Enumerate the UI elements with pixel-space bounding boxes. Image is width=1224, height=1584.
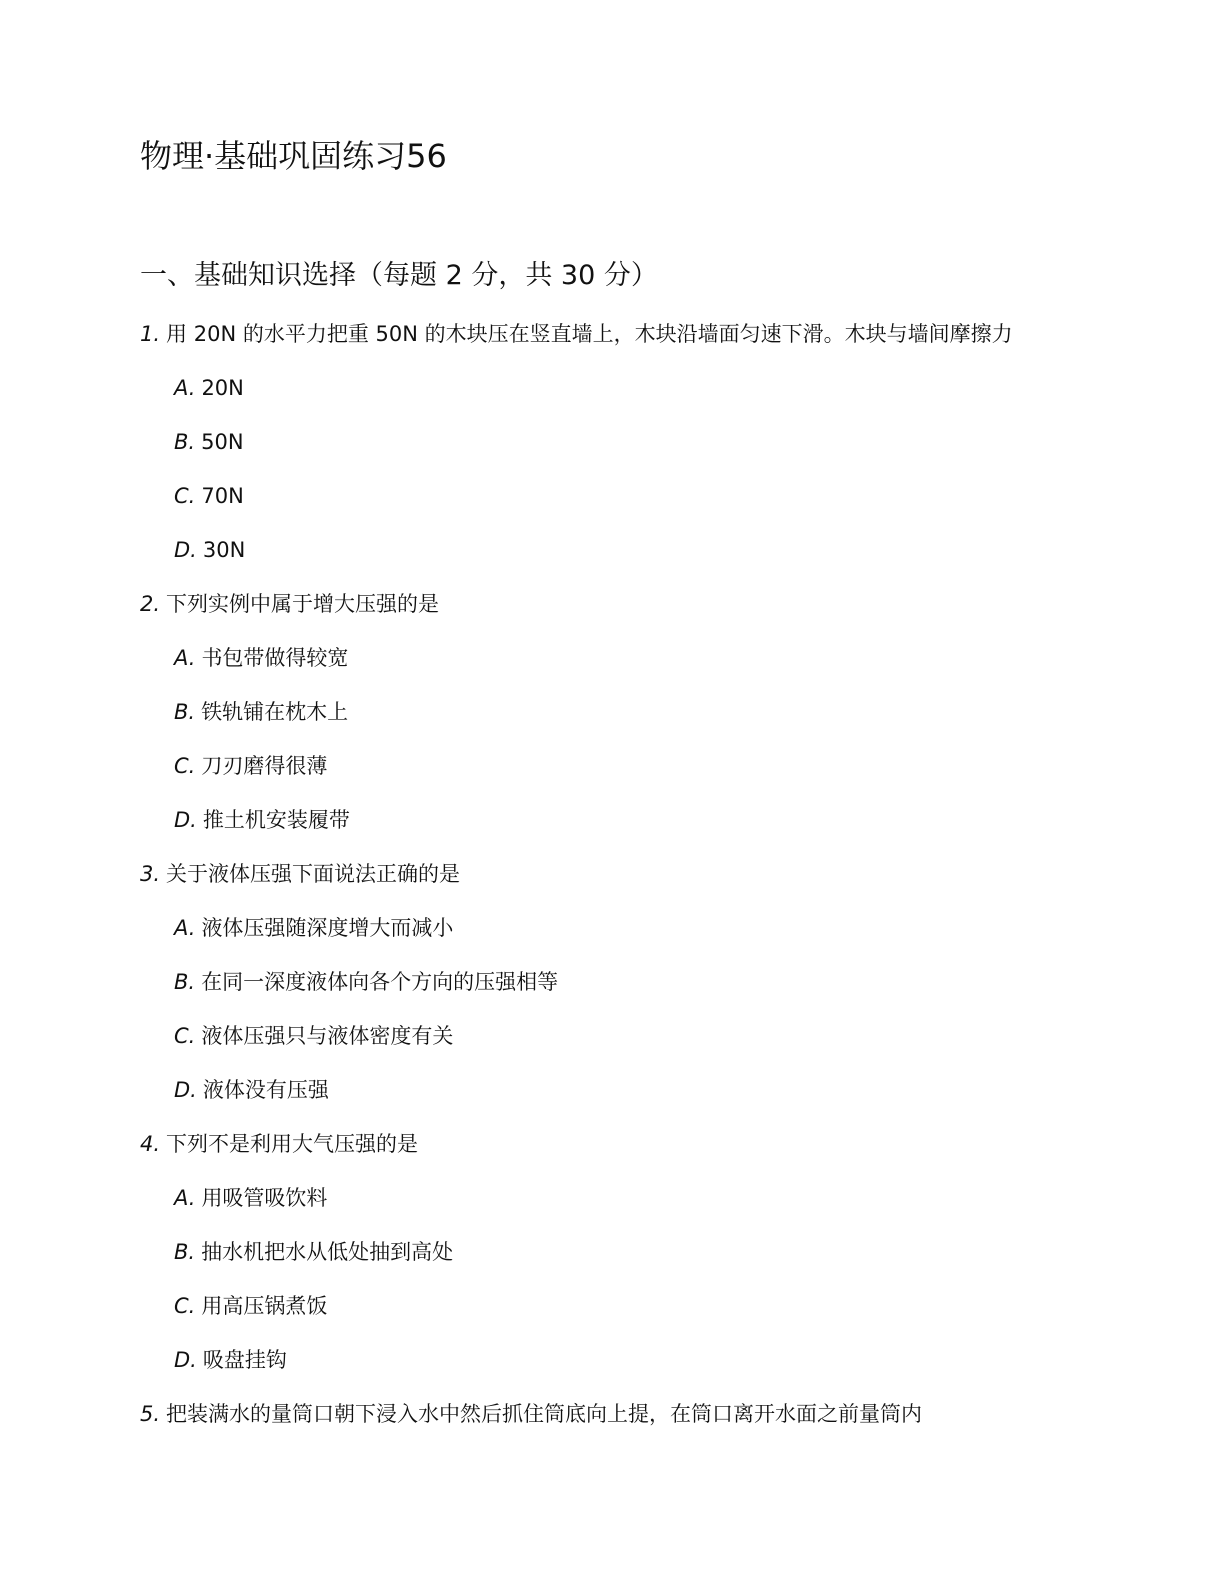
- question-stem: [140, 314, 1140, 368]
- option-d: [140, 530, 1140, 584]
- option-text: 刀刃磨得很薄: [201, 754, 328, 778]
- option-b: [140, 422, 1140, 476]
- question-list: [140, 314, 1140, 1448]
- question-text: 用 20N 的水平力把重 50N 的木块压在竖直墙上，木块沿墙面匀速下滑。木块与墙间摩擦力: [166, 322, 1013, 346]
- question-text: 把装满水的量筒口朝下浸入水中然后抓住筒底向上提，在筒口离开水面之前量筒内: [166, 1402, 923, 1426]
- section-heading: 一、基础知识选择（每题 2 分，共 30 分）: [140, 260, 658, 291]
- question-text: 关于液体压强下面说法正确的是: [166, 862, 461, 886]
- option-label: C.: [174, 1024, 196, 1048]
- option-label: B.: [174, 700, 196, 724]
- option-b: [140, 692, 1140, 746]
- question-number: 3.: [140, 862, 161, 886]
- option-a: [140, 1178, 1140, 1232]
- option-label: B.: [174, 430, 196, 454]
- option-text: 用吸管吸饮料: [201, 1186, 328, 1210]
- option-c: [140, 476, 1140, 530]
- question-text: 下列实例中属于增大压强的是: [166, 592, 440, 616]
- option-text: 推土机安装履带: [202, 808, 350, 832]
- option-c: [140, 1286, 1140, 1340]
- question-5: [140, 1394, 1140, 1448]
- option-text: 书包带做得较宽: [201, 646, 349, 670]
- option-a: [140, 368, 1140, 422]
- option-label: C.: [174, 484, 196, 508]
- question-stem: [140, 1124, 1140, 1178]
- option-b: [140, 962, 1140, 1016]
- question-number: 1.: [140, 322, 161, 346]
- option-d: [140, 800, 1140, 854]
- question-2: [140, 584, 1140, 854]
- option-label: B.: [174, 1240, 196, 1264]
- option-text: 20N: [201, 376, 244, 400]
- option-label: A.: [174, 916, 196, 940]
- option-label: C.: [174, 1294, 196, 1318]
- option-label: A.: [174, 1186, 196, 1210]
- question-stem: [140, 854, 1140, 908]
- option-text: 吸盘挂钩: [202, 1348, 287, 1372]
- option-text: 液体压强只与液体密度有关: [201, 1024, 454, 1048]
- option-text: 50N: [201, 430, 244, 454]
- question-4: [140, 1124, 1140, 1394]
- option-label: D.: [174, 808, 197, 832]
- question-number: 2.: [140, 592, 161, 616]
- option-label: C.: [174, 754, 196, 778]
- question-3: [140, 854, 1140, 1124]
- option-label: D.: [174, 538, 197, 562]
- question-stem: [140, 584, 1140, 638]
- option-label: A.: [174, 376, 196, 400]
- option-label: D.: [174, 1078, 197, 1102]
- option-a: [140, 638, 1140, 692]
- option-label: D.: [174, 1348, 197, 1372]
- page-title: 物理·基础巩固练习56: [140, 137, 447, 175]
- option-text: 液体没有压强: [202, 1078, 329, 1102]
- option-text: 70N: [201, 484, 244, 508]
- option-a: [140, 908, 1140, 962]
- option-label: B.: [174, 970, 196, 994]
- option-label: A.: [174, 646, 196, 670]
- question-text: 下列不是利用大气压强的是: [166, 1132, 419, 1156]
- question-number: 4.: [140, 1132, 161, 1156]
- option-text: 在同一深度液体向各个方向的压强相等: [201, 970, 559, 994]
- option-text: 30N: [202, 538, 246, 562]
- option-text: 用高压锅煮饭: [201, 1294, 328, 1318]
- option-b: [140, 1232, 1140, 1286]
- option-c: [140, 746, 1140, 800]
- option-c: [140, 1016, 1140, 1070]
- question-number: 5.: [140, 1402, 161, 1426]
- option-text: 铁轨铺在枕木上: [201, 700, 349, 724]
- question-1: [140, 314, 1140, 584]
- option-text: 抽水机把水从低处抽到高处: [201, 1240, 454, 1264]
- option-d: [140, 1070, 1140, 1124]
- option-text: 液体压强随深度增大而减小: [201, 916, 454, 940]
- question-stem: [140, 1394, 1140, 1448]
- option-d: [140, 1340, 1140, 1394]
